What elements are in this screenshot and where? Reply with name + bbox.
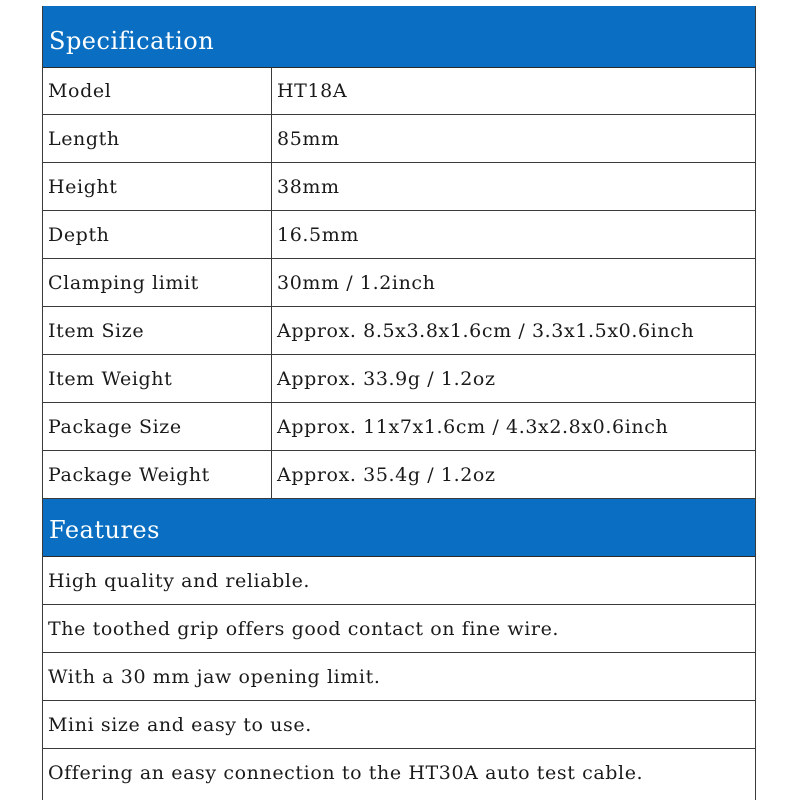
spec-row-item-weight [43,355,755,403]
specification-table [43,68,755,499]
spec-label: Item Weight [43,355,272,402]
spec-row-item-size [43,307,755,355]
spec-value: 30mm / 1.2inch [277,271,436,294]
spec-value: Approx. 35.4g / 1.2oz [277,463,496,486]
spec-label: Height [43,163,272,210]
spec-label: Package Weight [43,451,272,498]
features-header [43,499,755,557]
spec-label: Package Size [43,403,272,450]
spec-label: Model [43,68,272,114]
feature-item: High quality and reliable. [43,557,755,605]
spec-row-model [43,68,755,115]
spec-value: Approx. 8.5x3.8x1.6cm / 3.3x1.5x0.6inch [277,319,695,342]
spec-value: Approx. 11x7x1.6cm / 4.3x2.8x0.6inch [277,415,669,438]
spec-row-package-size [43,403,755,451]
spec-row-depth [43,211,755,259]
spec-value: 16.5mm [277,223,359,246]
features-title: Features [49,516,160,544]
specification-title: Specification [49,27,215,55]
product-sheet [42,6,756,800]
feature-item: With a 30 mm jaw opening limit. [43,653,755,701]
spec-row-height [43,163,755,211]
spec-value: Approx. 33.9g / 1.2oz [277,367,496,390]
spec-label: Clamping limit [43,259,272,306]
feature-item: The toothed grip offers good contact on fine wire. [43,605,755,653]
spec-row-clamping-limit [43,259,755,307]
feature-item: Offering an easy connection to the HT30A auto test cable. [48,762,644,784]
spec-label: Depth [43,211,272,258]
spec-row-length [43,115,755,163]
specification-header [43,6,755,68]
spec-value: 85mm [277,127,340,150]
spec-label: Item Size [43,307,272,354]
feature-item: Mini size and easy to use. [43,701,755,749]
spec-value: 38mm [277,175,340,198]
spec-value: HT18A [277,80,348,102]
spec-label: Length [43,115,272,162]
spec-row-package-weight [43,451,755,499]
features-list [43,557,755,797]
